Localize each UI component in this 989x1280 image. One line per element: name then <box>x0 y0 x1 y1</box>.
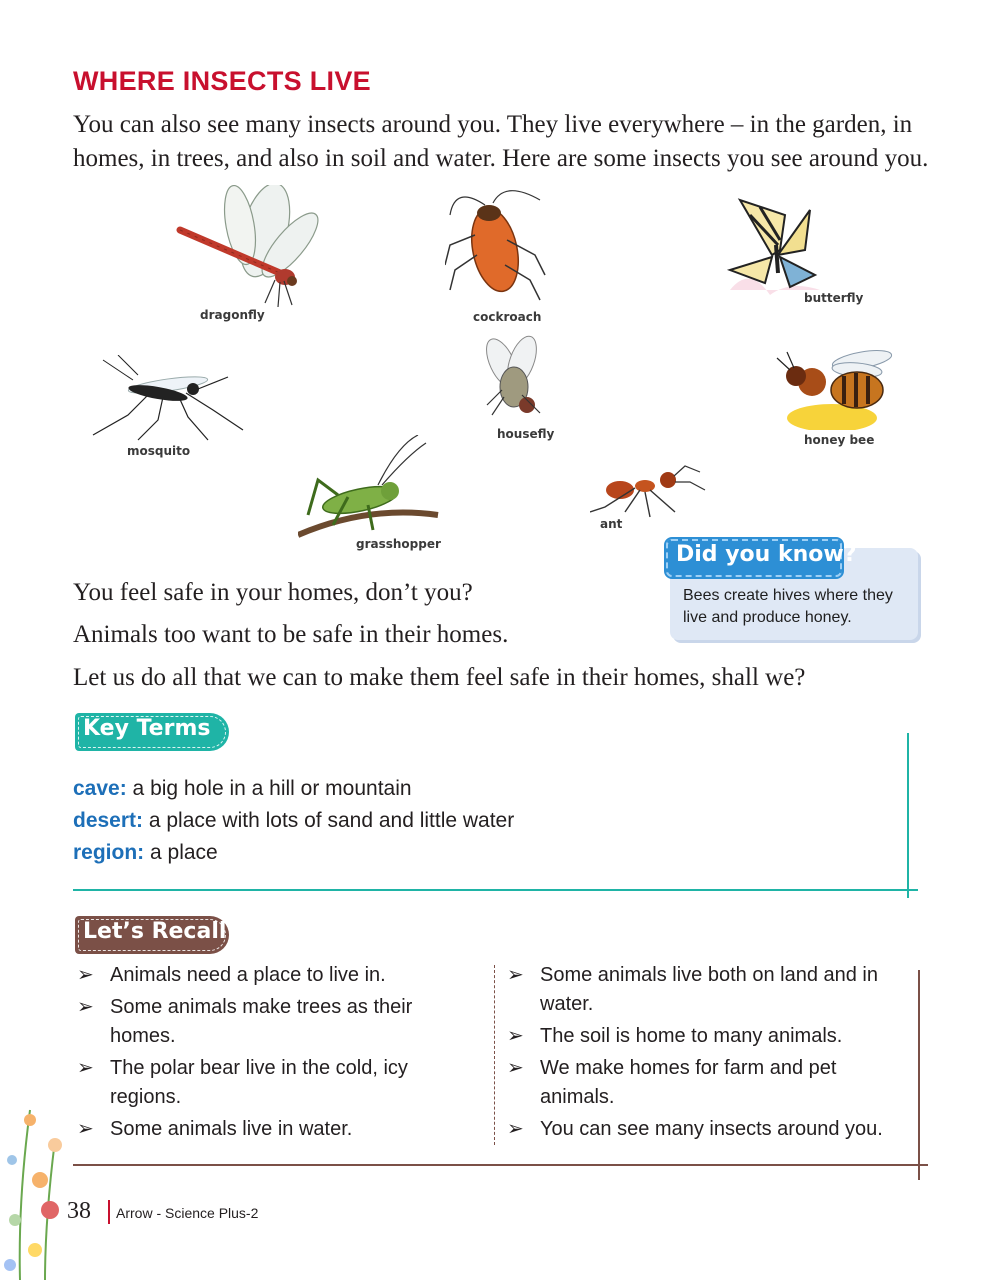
arrow-bullet-icon: ➢ <box>507 1057 524 1079</box>
ant-label: ant <box>600 517 623 531</box>
honeybee-label: honey bee <box>804 433 875 447</box>
recall-column-divider <box>494 965 496 1145</box>
footer-separator <box>108 1200 110 1224</box>
list-item: ➢ The polar bear live in the cold, icy regions. <box>75 1054 475 1112</box>
term-word: region: <box>73 841 145 864</box>
term-word: cave: <box>73 777 127 800</box>
housefly-label: housefly <box>497 427 555 441</box>
ant-illustration <box>590 462 710 522</box>
paragraph-2: Animals too want to be safe in their homes. <box>73 621 509 648</box>
arrow-bullet-icon: ➢ <box>507 964 524 986</box>
list-item: ➢ Some animals make trees as their homes. <box>75 993 475 1051</box>
grasshopper-label: grasshopper <box>356 537 441 551</box>
butterfly-label: butterfly <box>804 291 864 305</box>
arrow-bullet-icon: ➢ <box>77 964 94 986</box>
term-definition: a big hole in a hill or mountain <box>126 777 412 800</box>
term-item <box>73 773 514 805</box>
cockroach-label: cockroach <box>473 310 542 324</box>
recall-title: Let’s Recall <box>83 919 227 944</box>
arrow-bullet-icon: ➢ <box>507 1118 524 1140</box>
mosquito-label: mosquito <box>127 444 191 458</box>
term-item <box>73 837 514 869</box>
honeybee-illustration <box>772 340 897 430</box>
recall-tag <box>75 916 229 954</box>
arrow-bullet-icon: ➢ <box>507 1025 524 1047</box>
recall-horizontal-rule <box>73 1164 928 1166</box>
did-you-know-text: Bees create hives where they live and produce honey. <box>683 587 893 626</box>
term-definition: a place <box>144 841 218 864</box>
key-terms-list <box>73 773 514 869</box>
recall-vertical-rule <box>918 970 920 1180</box>
mosquito-illustration <box>88 355 248 445</box>
dragonfly-illustration <box>170 185 320 315</box>
paragraph-1: You feel safe in your homes, don’t you? <box>73 579 473 606</box>
floral-decoration <box>0 1100 70 1280</box>
list-item: ➢ The soil is home to many animals. <box>505 1022 915 1051</box>
term-word: desert: <box>73 809 144 832</box>
page-number: 38 <box>67 1198 91 1224</box>
list-item: ➢ Animals need a place to live in. <box>75 961 475 990</box>
cockroach-illustration <box>445 185 555 305</box>
list-item: ➢ We make homes for farm and pet animals. <box>505 1054 915 1112</box>
arrow-bullet-icon: ➢ <box>77 1057 94 1079</box>
butterfly-illustration <box>710 195 840 305</box>
recall-list-right <box>505 961 915 1147</box>
key-terms-vertical-rule <box>907 733 909 898</box>
key-terms-horizontal-rule <box>73 889 918 891</box>
key-terms-tag <box>75 713 229 751</box>
dragonfly-label: dragonfly <box>200 308 265 322</box>
housefly-illustration <box>472 335 557 420</box>
list-item: ➢ Some animals live in water. <box>75 1115 475 1144</box>
paragraph-3: Let us do all that we can to make them feel safe in their homes, shall we? <box>73 664 806 691</box>
book-title: Arrow - Science Plus-2 <box>116 1205 259 1221</box>
list-item: ➢ Some animals live both on land and in water. <box>505 961 915 1019</box>
intro-paragraph: You can also see many insects around you. They live everywhere – in the garden, in homes, in trees, and also in soil and water. Here are some insects you see around you. <box>73 111 929 172</box>
term-definition: a place with lots of sand and little water <box>143 809 515 832</box>
key-terms-title: Key Terms <box>83 716 211 741</box>
arrow-bullet-icon: ➢ <box>77 1118 94 1140</box>
section-heading: WHERE INSECTS LIVE <box>73 66 371 96</box>
did-you-know-title: Did you know? <box>676 542 857 567</box>
list-item: ➢ You can see many insects around you. <box>505 1115 915 1144</box>
term-item <box>73 805 514 837</box>
arrow-bullet-icon: ➢ <box>77 996 94 1018</box>
recall-list-left <box>75 961 475 1147</box>
